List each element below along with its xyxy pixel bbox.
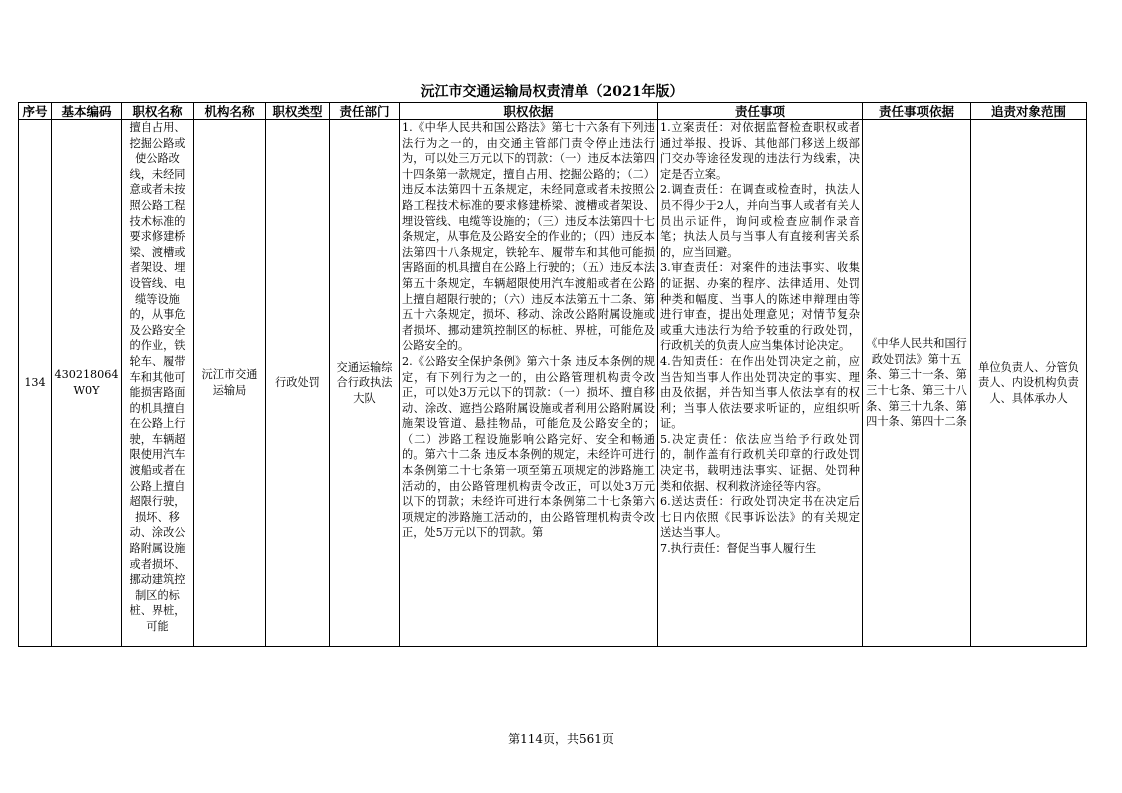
- duty-list-table: [18, 102, 1087, 647]
- cell-index: 134: [19, 120, 52, 647]
- cell-code: 430218064W0Y: [52, 120, 122, 647]
- header-department: 责任部门: [330, 103, 400, 120]
- header-duties: 责任事项: [658, 103, 863, 120]
- cell-power-type: 行政处罚: [266, 120, 330, 647]
- duty-item: 4.告知责任：在作出处罚决定之前，应当告知当事人作出处罚决定的事实、理由及依据，并告知当事人依法享有的权利；当事人依法要求听证的，应组织听证。: [660, 354, 860, 431]
- duty-item: 5.决定责任：依法应当给予行政处罚的，制作盖有行政机关印章的行政处罚决定书，载明违法事实、证据、处罚种类和依据、权利救济途径等内容。: [660, 432, 860, 493]
- cell-basis: [400, 120, 658, 647]
- power-name-text: 擅自占用、挖掘公路或使公路改线，未经同意或者未按照公路工程技术标准的要求修建桥梁、渡槽或者架设、埋设管线、电缆等设施的，从事危及公路安全的作业，铁轮车、履带车和其他可能损害路面的机具擅自在公路上行驶，车辆超限使用汽车渡船或者在公路上擅自超限行驶，损坏、移动、涂改公路附属设施或者损坏、挪动建筑控制区的标桩、界桩，可能: [129, 121, 186, 633]
- header-index: 序号: [19, 103, 52, 120]
- duty-item: 2.调查责任：在调查或检查时，执法人员不得少于2人，并向当事人或者有关人员出示证件，询问或检查应制作录音笔；执法人员与当事人有直接利害关系的，应当回避。: [660, 183, 860, 259]
- table-header-row: [19, 103, 1087, 120]
- header-power-name: 职权名称: [122, 103, 194, 120]
- header-accountability: 追责对象范围: [971, 103, 1087, 120]
- cell-power-name: [122, 120, 194, 647]
- cell-agency: 沅江市交通运输局: [194, 120, 266, 647]
- header-agency: 机构名称: [194, 103, 266, 120]
- page-number: 第114页，共561页: [508, 732, 614, 746]
- header-duty-basis: 责任事项依据: [863, 103, 971, 120]
- duty-item: 7.执行责任：督促当事人履行生: [660, 542, 817, 556]
- cell-department: 交通运输综合行政执法大队: [330, 120, 400, 647]
- cell-duties: [658, 120, 863, 647]
- table-row: [19, 120, 1087, 647]
- header-code: 基本编码: [52, 103, 122, 120]
- duty-item: 3.审查责任：对案件的违法事实、收集的证据、办案的程序、法律适用、处罚种类和幅度、当事人的陈述申辩理由等进行审查，提出处理意见；对情节复杂或重大违法行为给予较重的行政处罚，行政机关的负责人应当集体讨论决定。: [660, 261, 860, 353]
- basis-paragraph: 1.《中华人民共和国公路法》第七十六条有下列违法行为之一的，由交通主管部门责令停止违法行为，可以处三万元以下的罚款：（一）违反本法第四十四条第一款规定，擅自占用、挖掘公路的；（二）违反本法第四十五条规定，未经同意或者未按照公路工程技术标准的要求修建桥梁、渡槽或者架设、埋设管线、电缆等设施的；（三）违反本法第四十七条规定，从事危及公路安全的作业的；（四）违反本法第四十八条规定，铁轮车、履带车和其他可能损害路面的机具擅自在公路上行驶的；（五）违反本法第五十条规定，车辆超限使用汽车渡船或者在公路上擅自超限行驶的；（六）违反本法第五十二条、第五十六条规定，损坏、移动、涂改公路附属设施或者损坏、挪动建筑控制区的标桩、界桩，可能危及公路安全的。: [402, 121, 655, 353]
- header-power-type: 职权类型: [266, 103, 330, 120]
- cell-duty-basis: 《中华人民共和国行政处罚法》第十五条、第三十一条、第三十七条、第三十八条、第三十九条、第四十条、第四十二条: [863, 120, 971, 647]
- duty-item: 1.立案责任：对依据监督检查职权或者通过举报、投诉、其他部门移送上级部门交办等途径发现的违法行为线索，决定是否立案。: [660, 121, 860, 181]
- cell-accountability: 单位负责人、分管负责人、内设机构负责人、具体承办人: [971, 120, 1087, 647]
- header-basis: 职权依据: [400, 103, 658, 120]
- duty-item: 6.送达责任：行政处罚决定书在决定后七日内依照《民事诉讼法》的有关规定送达当事人。: [660, 495, 860, 540]
- basis-paragraph: 2.《公路安全保护条例》第六十条 违反本条例的规定，有下列行为之一的，由公路管理机构责令改正，可以处3万元以下的罚款：（一）损坏、擅自移动、涂改、遮挡公路附属设施或者利用公路附属设施架设管道、悬挂物品，可能危及公路安全的；（二）涉路工程设施影响公路完好、安全和畅通的。第六十二条 违反本条例的规定，未经许可进行本条例第二十七条第一项至第五项规定的涉路施工活动的，由公路管理机构责令改正，可以处3万元以下的罚款；未经许可进行本条例第二十七条第六项规定的涉路施工活动的，由公路管理机构责令改正，处5万元以下的罚款。第: [402, 354, 655, 540]
- page-title: 沅江市交通运输局权责清单（2021年版）: [420, 84, 684, 100]
